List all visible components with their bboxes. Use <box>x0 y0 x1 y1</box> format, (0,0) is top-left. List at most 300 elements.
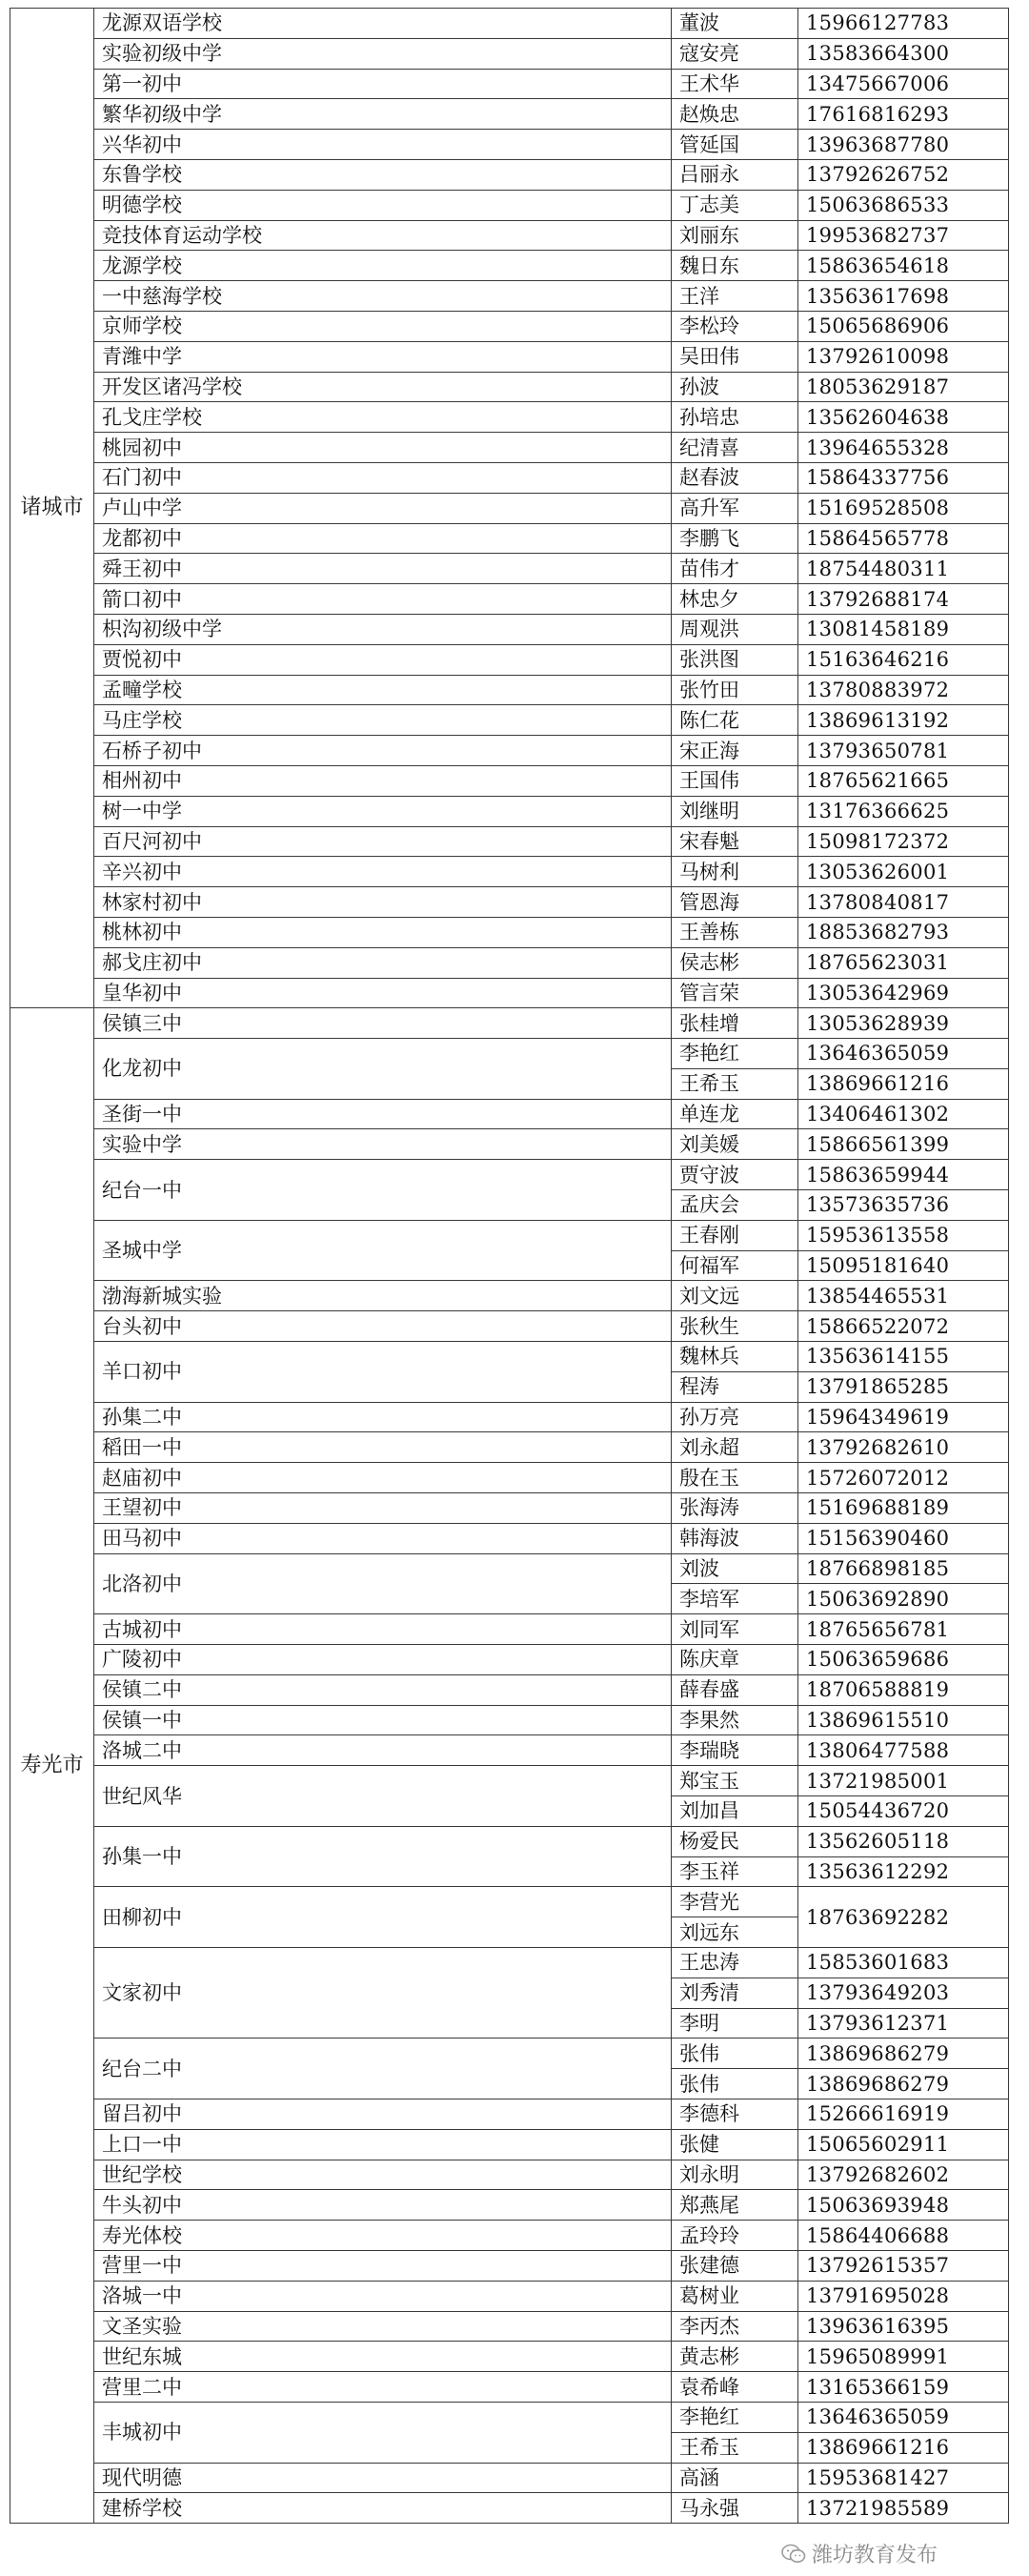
phone-cell: 13176366625 <box>798 796 1009 826</box>
phone-cell: 15853601683 <box>798 1948 1009 1978</box>
contact-name-cell: 李玉祥 <box>672 1856 798 1887</box>
phone-cell: 13583664300 <box>798 38 1009 69</box>
table-row <box>10 220 1009 251</box>
phone-cell: 13562605118 <box>798 1826 1009 1856</box>
phone-cell: 15863659944 <box>798 1160 1009 1190</box>
contact-name-cell: 苗伟才 <box>672 554 798 584</box>
phone-cell: 13165366159 <box>798 2372 1009 2403</box>
contact-name-cell: 刘永超 <box>672 1432 798 1463</box>
table-row <box>10 644 1009 675</box>
contact-name-cell: 管延国 <box>672 130 798 160</box>
school-cell: 贾悦初中 <box>94 644 672 675</box>
table-row <box>10 1463 1009 1493</box>
contact-name-cell: 郑燕尾 <box>672 2190 798 2221</box>
table-row <box>10 462 1009 493</box>
table-row <box>10 2402 1009 2432</box>
table-row <box>10 2129 1009 2160</box>
contact-name-cell: 张建德 <box>672 2250 798 2281</box>
table-row <box>10 887 1009 918</box>
table-row <box>10 523 1009 554</box>
contact-name-cell: 贾守波 <box>672 1160 798 1190</box>
school-cell: 龙源双语学校 <box>94 9 672 39</box>
contact-name-cell: 魏日东 <box>672 251 798 281</box>
contact-name-cell: 高升军 <box>672 493 798 523</box>
contact-name-cell: 何福军 <box>672 1250 798 1281</box>
table-row <box>10 1039 1009 1069</box>
table-row <box>10 2463 1009 2493</box>
contact-name-cell: 殷在玉 <box>672 1463 798 1493</box>
contact-name-cell: 刘波 <box>672 1553 798 1584</box>
table-row <box>10 675 1009 705</box>
contact-name-cell: 李鹏飞 <box>672 523 798 554</box>
school-cell: 相州初中 <box>94 765 672 796</box>
school-cell: 世纪学校 <box>94 2160 672 2190</box>
phone-cell: 13869661216 <box>798 2432 1009 2463</box>
phone-cell: 15864565778 <box>798 523 1009 554</box>
city-cell: 诸城市 <box>10 9 94 1008</box>
table-row <box>10 2311 1009 2342</box>
table-row <box>10 2160 1009 2190</box>
school-cell: 寿光体校 <box>94 2221 672 2251</box>
contact-name-cell: 马树利 <box>672 857 798 887</box>
phone-cell: 13791865285 <box>798 1371 1009 1402</box>
contact-name-cell: 侯志彬 <box>672 947 798 978</box>
phone-cell: 13792610098 <box>798 341 1009 372</box>
phone-cell: 13573635736 <box>798 1190 1009 1221</box>
phone-cell: 13792615357 <box>798 2250 1009 2281</box>
phone-cell: 13562604638 <box>798 402 1009 433</box>
school-cell: 圣城中学 <box>94 1220 672 1281</box>
phone-cell: 15864337756 <box>798 462 1009 493</box>
contact-name-cell: 王善栋 <box>672 917 798 947</box>
table-row <box>10 554 1009 584</box>
phone-cell: 13792682602 <box>798 2160 1009 2190</box>
table-row <box>10 1099 1009 1129</box>
table-row <box>10 736 1009 766</box>
phone-cell: 13869661216 <box>798 1068 1009 1099</box>
table-row <box>10 614 1009 644</box>
school-cell: 世纪东城 <box>94 2342 672 2372</box>
school-cell: 龙都初中 <box>94 523 672 554</box>
phone-cell: 15063692890 <box>798 1584 1009 1614</box>
school-cell: 桃林初中 <box>94 917 672 947</box>
contact-name-cell: 李艳红 <box>672 2402 798 2432</box>
table-row <box>10 493 1009 523</box>
contact-name-cell: 管恩海 <box>672 887 798 918</box>
contact-name-cell: 刘丽东 <box>672 220 798 251</box>
contact-name-cell: 葛树业 <box>672 2281 798 2311</box>
table-row <box>10 372 1009 402</box>
school-cell: 箭口初中 <box>94 584 672 615</box>
phone-cell: 15864406688 <box>798 2221 1009 2251</box>
contact-name-cell: 宋正海 <box>672 736 798 766</box>
phone-cell: 13869613192 <box>798 705 1009 736</box>
phone-cell: 13869686279 <box>798 2069 1009 2099</box>
table-row <box>10 917 1009 947</box>
table-row <box>10 2038 1009 2069</box>
table-row <box>10 2099 1009 2129</box>
table-row <box>10 2221 1009 2251</box>
table-row <box>10 2281 1009 2311</box>
contact-name-cell: 刘美媛 <box>672 1129 798 1160</box>
table-row <box>10 1160 1009 1190</box>
contact-name-cell: 黄志彬 <box>672 2342 798 2372</box>
table-row <box>10 251 1009 281</box>
school-cell: 石门初中 <box>94 462 672 493</box>
table-row <box>10 1735 1009 1766</box>
table-row <box>10 1432 1009 1463</box>
school-cell: 文家初中 <box>94 1948 672 2038</box>
contact-name-cell: 郑宝玉 <box>672 1766 798 1796</box>
contact-name-cell: 王希玉 <box>672 2432 798 2463</box>
contact-name-cell: 吕丽永 <box>672 159 798 190</box>
table-row <box>10 2372 1009 2403</box>
contact-name-cell: 王希玉 <box>672 1068 798 1099</box>
school-cell: 孙集二中 <box>94 1402 672 1432</box>
table-row <box>10 1645 1009 1675</box>
table-row <box>10 857 1009 887</box>
phone-cell: 13854465531 <box>798 1281 1009 1311</box>
school-cell: 羊口初中 <box>94 1342 672 1403</box>
phone-cell: 15156390460 <box>798 1523 1009 1553</box>
contact-name-cell: 张桂增 <box>672 1008 798 1039</box>
contact-name-cell: 孙培忠 <box>672 402 798 433</box>
table-row <box>10 1129 1009 1160</box>
table-row <box>10 1887 1009 1917</box>
contact-name-cell: 李明 <box>672 2008 798 2038</box>
phone-cell: 13646365059 <box>798 2402 1009 2432</box>
school-cell: 石桥子初中 <box>94 736 672 766</box>
school-cell: 林家村初中 <box>94 887 672 918</box>
phone-cell: 13780883972 <box>798 675 1009 705</box>
table-row <box>10 2493 1009 2524</box>
table-row <box>10 978 1009 1008</box>
school-cell: 古城初中 <box>94 1614 672 1645</box>
table-row <box>10 584 1009 615</box>
phone-cell: 13792682610 <box>798 1432 1009 1463</box>
contact-name-cell: 袁希峰 <box>672 2372 798 2403</box>
contact-name-cell: 管言荣 <box>672 978 798 1008</box>
phone-cell: 13793650781 <box>798 736 1009 766</box>
table-row <box>10 341 1009 372</box>
school-cell: 马庄学校 <box>94 705 672 736</box>
contact-name-cell: 陈仁花 <box>672 705 798 736</box>
table-row <box>10 130 1009 160</box>
phone-cell: 13475667006 <box>798 69 1009 99</box>
table-row <box>10 159 1009 190</box>
contact-name-cell: 赵春波 <box>672 462 798 493</box>
contact-name-cell: 王忠涛 <box>672 1948 798 1978</box>
table-body <box>10 9 1009 2524</box>
phone-cell: 15953681427 <box>798 2463 1009 2493</box>
phone-cell: 18706588819 <box>798 1674 1009 1705</box>
school-cell: 郝戈庄初中 <box>94 947 672 978</box>
school-cell: 孙集一中 <box>94 1826 672 1887</box>
phone-cell: 13964655328 <box>798 433 1009 463</box>
contact-name-cell: 韩海波 <box>672 1523 798 1553</box>
phone-cell: 15964349619 <box>798 1402 1009 1432</box>
wechat-icon <box>781 2544 806 2565</box>
school-cell: 孟疃学校 <box>94 675 672 705</box>
table-row <box>10 311 1009 341</box>
contact-name-cell: 张伟 <box>672 2069 798 2099</box>
school-cell: 桃园初中 <box>94 433 672 463</box>
school-cell: 枳沟初级中学 <box>94 614 672 644</box>
contact-name-cell: 张健 <box>672 2129 798 2160</box>
contact-name-cell: 孟玲玲 <box>672 2221 798 2251</box>
school-cell: 辛兴初中 <box>94 857 672 887</box>
school-cell: 纪台一中 <box>94 1160 672 1221</box>
school-cell: 世纪风华 <box>94 1766 672 1827</box>
contact-name-cell: 李德科 <box>672 2099 798 2129</box>
table-row <box>10 826 1009 857</box>
table-row <box>10 1342 1009 1372</box>
table-row <box>10 705 1009 736</box>
contact-name-cell: 李松玲 <box>672 311 798 341</box>
contact-name-cell: 李艳红 <box>672 1039 798 1069</box>
school-cell: 第一初中 <box>94 69 672 99</box>
school-cell: 繁华初级中学 <box>94 99 672 130</box>
school-cell: 实验初级中学 <box>94 38 672 69</box>
phone-cell: 15866561399 <box>798 1129 1009 1160</box>
contact-name-cell: 董波 <box>672 9 798 39</box>
table-row <box>10 1311 1009 1342</box>
phone-cell: 18053629187 <box>798 372 1009 402</box>
contact-name-cell: 孙万亮 <box>672 1402 798 1432</box>
contact-name-cell: 张伟 <box>672 2038 798 2069</box>
phone-cell: 18763692282 <box>798 1887 1009 1948</box>
contact-name-cell: 刘同军 <box>672 1614 798 1645</box>
contact-name-cell: 张洪图 <box>672 644 798 675</box>
table-row <box>10 2190 1009 2221</box>
school-cell: 赵庙初中 <box>94 1463 672 1493</box>
phone-cell: 13793612371 <box>798 2008 1009 2038</box>
school-cell: 孔戈庄学校 <box>94 402 672 433</box>
contact-name-cell: 寇安亮 <box>672 38 798 69</box>
contact-name-cell: 刘文远 <box>672 1281 798 1311</box>
school-cell: 文圣实验 <box>94 2311 672 2342</box>
contact-name-cell: 李丙杰 <box>672 2311 798 2342</box>
contact-name-cell: 刘远东 <box>672 1917 798 1948</box>
phone-cell: 13406461302 <box>798 1099 1009 1129</box>
school-contact-table <box>10 8 1009 2524</box>
phone-cell: 13081458189 <box>798 614 1009 644</box>
school-cell: 龙源学校 <box>94 251 672 281</box>
phone-cell: 15169528508 <box>798 493 1009 523</box>
table-row <box>10 402 1009 433</box>
phone-cell: 15098172372 <box>798 826 1009 857</box>
phone-cell: 15054436720 <box>798 1796 1009 1827</box>
school-cell: 兴华初中 <box>94 130 672 160</box>
phone-cell: 15063659686 <box>798 1645 1009 1675</box>
phone-cell: 13869615510 <box>798 1705 1009 1735</box>
table-row <box>10 765 1009 796</box>
table-row <box>10 190 1009 220</box>
contact-name-cell: 陈庆章 <box>672 1645 798 1675</box>
school-cell: 洛城一中 <box>94 2281 672 2311</box>
contact-name-cell: 吴田伟 <box>672 341 798 372</box>
table-row <box>10 1493 1009 1524</box>
contact-name-cell: 单连龙 <box>672 1099 798 1129</box>
phone-cell: 13869686279 <box>798 2038 1009 2069</box>
contact-name-cell: 马永强 <box>672 2493 798 2524</box>
contact-name-cell: 王国伟 <box>672 765 798 796</box>
phone-cell: 15966127783 <box>798 9 1009 39</box>
contact-name-cell: 杨爱民 <box>672 1826 798 1856</box>
contact-name-cell: 张海涛 <box>672 1493 798 1524</box>
contact-name-cell: 王春刚 <box>672 1220 798 1250</box>
school-cell: 实验中学 <box>94 1129 672 1160</box>
contact-name-cell: 张竹田 <box>672 675 798 705</box>
city-cell: 寿光市 <box>10 1008 94 2524</box>
phone-cell: 18765621665 <box>798 765 1009 796</box>
school-cell: 营里二中 <box>94 2372 672 2403</box>
contact-name-cell: 程涛 <box>672 1371 798 1402</box>
phone-cell: 15726072012 <box>798 1463 1009 1493</box>
school-cell: 圣街一中 <box>94 1099 672 1129</box>
school-cell: 丰城初中 <box>94 2402 672 2463</box>
school-cell: 树一中学 <box>94 796 672 826</box>
contact-name-cell: 李瑞晓 <box>672 1735 798 1766</box>
school-cell: 洛城二中 <box>94 1735 672 1766</box>
school-cell: 留吕初中 <box>94 2099 672 2129</box>
school-cell: 舜王初中 <box>94 554 672 584</box>
school-cell: 纪台二中 <box>94 2038 672 2099</box>
contact-name-cell: 宋春魁 <box>672 826 798 857</box>
school-cell: 明德学校 <box>94 190 672 220</box>
table-row <box>10 796 1009 826</box>
school-cell: 北洛初中 <box>94 1553 672 1614</box>
table-row <box>10 1008 1009 1039</box>
school-cell: 卢山中学 <box>94 493 672 523</box>
watermark <box>781 2539 938 2568</box>
phone-cell: 13053642969 <box>798 978 1009 1008</box>
contact-name-cell: 赵焕忠 <box>672 99 798 130</box>
contact-name-cell: 纪清喜 <box>672 433 798 463</box>
school-cell: 台头初中 <box>94 1311 672 1342</box>
phone-cell: 13791695028 <box>798 2281 1009 2311</box>
phone-cell: 13563614155 <box>798 1342 1009 1372</box>
contact-name-cell: 刘永明 <box>672 2160 798 2190</box>
school-cell: 渤海新城实验 <box>94 1281 672 1311</box>
contact-name-cell: 刘加昌 <box>672 1796 798 1827</box>
school-cell: 东鲁学校 <box>94 159 672 190</box>
table-row <box>10 69 1009 99</box>
contact-name-cell: 张秋生 <box>672 1311 798 1342</box>
table-row <box>10 1614 1009 1645</box>
phone-cell: 18765623031 <box>798 947 1009 978</box>
school-cell: 京师学校 <box>94 311 672 341</box>
phone-cell: 13721985589 <box>798 2493 1009 2524</box>
table-row <box>10 2342 1009 2372</box>
phone-cell: 13646365059 <box>798 1039 1009 1069</box>
phone-cell: 15169688189 <box>798 1493 1009 1524</box>
contact-name-cell: 刘继明 <box>672 796 798 826</box>
school-cell: 侯镇二中 <box>94 1674 672 1705</box>
school-cell: 现代明德 <box>94 2463 672 2493</box>
school-cell: 皇华初中 <box>94 978 672 1008</box>
school-cell: 一中慈海学校 <box>94 281 672 312</box>
phone-cell: 13963687780 <box>798 130 1009 160</box>
school-cell: 牛头初中 <box>94 2190 672 2221</box>
phone-cell: 15063686533 <box>798 190 1009 220</box>
contact-name-cell: 李培军 <box>672 1584 798 1614</box>
contact-name-cell: 高涵 <box>672 2463 798 2493</box>
school-cell: 开发区诸冯学校 <box>94 372 672 402</box>
school-cell: 建桥学校 <box>94 2493 672 2524</box>
table-row <box>10 1705 1009 1735</box>
phone-cell: 18853682793 <box>798 917 1009 947</box>
phone-cell: 13806477588 <box>798 1735 1009 1766</box>
contact-name-cell: 孙波 <box>672 372 798 402</box>
watermark-text: 潍坊教育发布 <box>812 2544 938 2567</box>
phone-cell: 19953682737 <box>798 220 1009 251</box>
phone-cell: 13793649203 <box>798 1978 1009 2008</box>
phone-cell: 17616816293 <box>798 99 1009 130</box>
contact-name-cell: 王术华 <box>672 69 798 99</box>
table-row <box>10 1826 1009 1856</box>
school-cell: 王望初中 <box>94 1493 672 1524</box>
table-row <box>10 9 1009 39</box>
phone-cell: 15095181640 <box>798 1250 1009 1281</box>
phone-cell: 15965089991 <box>798 2342 1009 2372</box>
phone-cell: 13780840817 <box>798 887 1009 918</box>
table-row <box>10 1674 1009 1705</box>
table-row <box>10 1281 1009 1311</box>
phone-cell: 15863654618 <box>798 251 1009 281</box>
phone-cell: 15866522072 <box>798 1311 1009 1342</box>
table-row <box>10 281 1009 312</box>
phone-cell: 13792626752 <box>798 159 1009 190</box>
school-cell: 稻田一中 <box>94 1432 672 1463</box>
table-row <box>10 1553 1009 1584</box>
phone-cell: 13053628939 <box>798 1008 1009 1039</box>
table-row <box>10 1220 1009 1250</box>
school-cell: 青潍中学 <box>94 341 672 372</box>
phone-cell: 13563612292 <box>798 1856 1009 1887</box>
phone-cell: 15266616919 <box>798 2099 1009 2129</box>
phone-cell: 18754480311 <box>798 554 1009 584</box>
contact-name-cell: 薛春盛 <box>672 1674 798 1705</box>
school-cell: 上口一中 <box>94 2129 672 2160</box>
table-row <box>10 99 1009 130</box>
table-row <box>10 1766 1009 1796</box>
school-cell: 竞技体育运动学校 <box>94 220 672 251</box>
phone-cell: 15953613558 <box>798 1220 1009 1250</box>
school-cell: 化龙初中 <box>94 1039 672 1100</box>
contact-name-cell: 丁志美 <box>672 190 798 220</box>
phone-cell: 15065602911 <box>798 2129 1009 2160</box>
school-cell: 田柳初中 <box>94 1887 672 1948</box>
phone-cell: 18766898185 <box>798 1553 1009 1584</box>
table-row <box>10 2250 1009 2281</box>
phone-cell: 15163646216 <box>798 644 1009 675</box>
table-row <box>10 1948 1009 1978</box>
phone-cell: 13053626001 <box>798 857 1009 887</box>
table-row <box>10 1523 1009 1553</box>
table-row <box>10 947 1009 978</box>
contact-name-cell: 刘秀清 <box>672 1978 798 2008</box>
contact-name-cell: 魏林兵 <box>672 1342 798 1372</box>
table-row <box>10 1402 1009 1432</box>
phone-cell: 13792688174 <box>798 584 1009 615</box>
phone-cell: 13963616395 <box>798 2311 1009 2342</box>
school-cell: 百尺河初中 <box>94 826 672 857</box>
school-cell: 侯镇一中 <box>94 1705 672 1735</box>
phone-cell: 18765656781 <box>798 1614 1009 1645</box>
school-cell: 田马初中 <box>94 1523 672 1553</box>
phone-cell: 15065686906 <box>798 311 1009 341</box>
